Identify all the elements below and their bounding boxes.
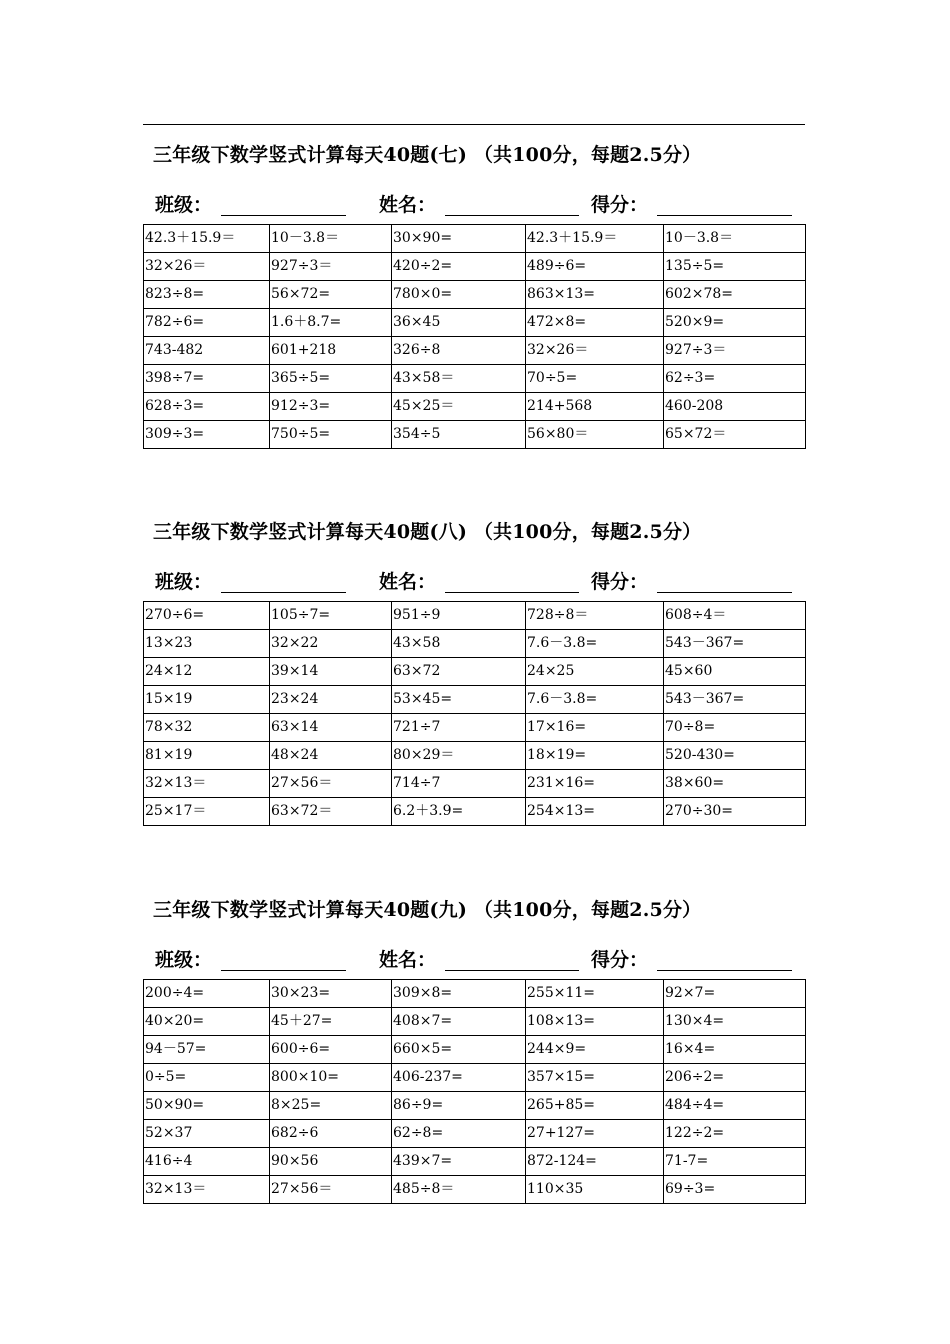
table-row: [144, 225, 806, 253]
problem-cell: 7.6－3.8=: [526, 686, 664, 714]
problem-cell: 45×25＝: [392, 393, 526, 421]
problem-cell: 10－3.8＝: [270, 225, 392, 253]
score-label: 得分：: [591, 194, 649, 216]
class-label: 班级：: [155, 194, 213, 216]
table-row: [144, 630, 806, 658]
problem-cell: 543－367=: [664, 630, 806, 658]
name-blank[interactable]: [445, 970, 579, 971]
student-info-row: [155, 190, 805, 220]
section-title: 三年级下数学竖式计算每天40题(九) （共100分，每题2.5分）: [153, 899, 702, 921]
problem-cell: 750÷5=: [270, 421, 392, 449]
problem-cell: 56×72=: [270, 281, 392, 309]
table-row: [144, 365, 806, 393]
table-row: [144, 1036, 806, 1064]
problem-cell: 86÷9=: [392, 1092, 526, 1120]
problem-cell: 823÷8=: [144, 281, 270, 309]
problem-cell: 81×19: [144, 742, 270, 770]
table-row: [144, 337, 806, 365]
problem-cell: 420÷2=: [392, 253, 526, 281]
problem-cell: 32×13＝: [144, 1176, 270, 1204]
class-label: 班级：: [155, 571, 213, 593]
table-row: [144, 1008, 806, 1036]
problem-table: [143, 224, 806, 449]
problem-cell: 439×7=: [392, 1148, 526, 1176]
table-row: [144, 658, 806, 686]
student-info-row: [155, 945, 805, 975]
score-label: 得分：: [591, 571, 649, 593]
problem-cell: 62÷8=: [392, 1120, 526, 1148]
problem-cell: 43×58: [392, 630, 526, 658]
table-row: [144, 1064, 806, 1092]
problem-cell: 32×22: [270, 630, 392, 658]
problem-cell: 244×9=: [526, 1036, 664, 1064]
problem-cell: 92×7=: [664, 980, 806, 1008]
problem-cell: 206÷2=: [664, 1064, 806, 1092]
problem-cell: 32×26＝: [144, 253, 270, 281]
table-row: [144, 281, 806, 309]
problem-cell: 7.6－3.8=: [526, 630, 664, 658]
problem-cell: 543－367=: [664, 686, 806, 714]
problem-cell: 105÷7=: [270, 602, 392, 630]
problem-cell: 27×56＝: [270, 770, 392, 798]
problem-cell: 782÷6=: [144, 309, 270, 337]
class-blank[interactable]: [221, 970, 346, 971]
problem-cell: 27+127=: [526, 1120, 664, 1148]
class-label: 班级：: [155, 949, 213, 971]
problem-cell: 43×58＝: [392, 365, 526, 393]
student-info-row: [155, 567, 805, 597]
problem-cell: 18×19=: [526, 742, 664, 770]
problem-cell: 45×60: [664, 658, 806, 686]
problem-cell: 214+568: [526, 393, 664, 421]
problem-cell: 70÷5=: [526, 365, 664, 393]
score-blank[interactable]: [657, 970, 792, 971]
problem-cell: 628÷3=: [144, 393, 270, 421]
problem-cell: 406-237=: [392, 1064, 526, 1092]
problem-cell: 32×26＝: [526, 337, 664, 365]
problem-cell: 398÷7=: [144, 365, 270, 393]
problem-cell: 484÷4=: [664, 1092, 806, 1120]
problem-cell: 255×11=: [526, 980, 664, 1008]
problem-cell: 108×13=: [526, 1008, 664, 1036]
class-blank[interactable]: [221, 592, 346, 593]
name-blank[interactable]: [445, 215, 579, 216]
name-blank[interactable]: [445, 592, 579, 593]
problem-cell: 63×72: [392, 658, 526, 686]
problem-cell: 24×25: [526, 658, 664, 686]
problem-cell: 78×32: [144, 714, 270, 742]
table-row: [144, 1176, 806, 1204]
problem-cell: 13×23: [144, 630, 270, 658]
table-row: [144, 686, 806, 714]
problem-cell: 912÷3=: [270, 393, 392, 421]
table-row: [144, 309, 806, 337]
problem-cell: 660×5=: [392, 1036, 526, 1064]
problem-cell: 602×78=: [664, 281, 806, 309]
problem-cell: 94－57=: [144, 1036, 270, 1064]
table-row: [144, 980, 806, 1008]
table-row: [144, 1120, 806, 1148]
problem-cell: 42.3＋15.9＝: [526, 225, 664, 253]
problem-cell: 460-208: [664, 393, 806, 421]
table-row: [144, 1092, 806, 1120]
table-row: [144, 602, 806, 630]
problem-cell: 32×13＝: [144, 770, 270, 798]
problem-cell: 80×29＝: [392, 742, 526, 770]
problem-cell: 53×45=: [392, 686, 526, 714]
table-row: [144, 393, 806, 421]
table-row: [144, 798, 806, 826]
problem-cell: 608÷4＝: [664, 602, 806, 630]
problem-cell: 36×45: [392, 309, 526, 337]
problem-cell: 0÷5=: [144, 1064, 270, 1092]
problem-cell: 70÷8=: [664, 714, 806, 742]
problem-cell: 56×80＝: [526, 421, 664, 449]
problem-cell: 254×13=: [526, 798, 664, 826]
problem-cell: 309×8=: [392, 980, 526, 1008]
problem-cell: 408×7=: [392, 1008, 526, 1036]
problem-cell: 200÷4=: [144, 980, 270, 1008]
problem-cell: 800×10=: [270, 1064, 392, 1092]
problem-cell: 780×0=: [392, 281, 526, 309]
problem-table: [143, 979, 806, 1204]
problem-cell: 65×72＝: [664, 421, 806, 449]
table-row: [144, 1148, 806, 1176]
problem-cell: 365÷5=: [270, 365, 392, 393]
problem-cell: 23×24: [270, 686, 392, 714]
problem-cell: 728÷8＝: [526, 602, 664, 630]
problem-cell: 951÷9: [392, 602, 526, 630]
problem-cell: 927÷3＝: [270, 253, 392, 281]
table-row: [144, 253, 806, 281]
problem-cell: 1.6＋8.7=: [270, 309, 392, 337]
score-blank[interactable]: [657, 215, 792, 216]
score-label: 得分：: [591, 949, 649, 971]
table-row: [144, 770, 806, 798]
problem-cell: 600÷6=: [270, 1036, 392, 1064]
problem-cell: 16×4=: [664, 1036, 806, 1064]
problem-cell: 927÷3＝: [664, 337, 806, 365]
problem-cell: 743-482: [144, 337, 270, 365]
problem-cell: 520×9=: [664, 309, 806, 337]
problem-cell: 63×14: [270, 714, 392, 742]
problem-cell: 30×23=: [270, 980, 392, 1008]
problem-cell: 485÷8＝: [392, 1176, 526, 1204]
table-row: [144, 421, 806, 449]
problem-cell: 24×12: [144, 658, 270, 686]
problem-cell: 520-430=: [664, 742, 806, 770]
problem-cell: 62÷3=: [664, 365, 806, 393]
problem-cell: 472×8=: [526, 309, 664, 337]
problem-cell: 130×4=: [664, 1008, 806, 1036]
problem-cell: 6.2＋3.9=: [392, 798, 526, 826]
problem-cell: 270÷6=: [144, 602, 270, 630]
problem-cell: 8×25=: [270, 1092, 392, 1120]
table-row: [144, 742, 806, 770]
problem-cell: 721÷7: [392, 714, 526, 742]
problem-cell: 354÷5: [392, 421, 526, 449]
problem-table: [143, 601, 806, 826]
class-blank[interactable]: [221, 215, 346, 216]
problem-cell: 39×14: [270, 658, 392, 686]
problem-cell: 326÷8: [392, 337, 526, 365]
problem-cell: 42.3＋15.9＝: [144, 225, 270, 253]
section-title: 三年级下数学竖式计算每天40题(八) （共100分，每题2.5分）: [153, 521, 702, 543]
problem-cell: 30×90=: [392, 225, 526, 253]
problem-cell: 50×90=: [144, 1092, 270, 1120]
problem-cell: 15×19: [144, 686, 270, 714]
problem-cell: 25×17＝: [144, 798, 270, 826]
problem-cell: 69÷3=: [664, 1176, 806, 1204]
score-blank[interactable]: [657, 592, 792, 593]
problem-cell: 17×16=: [526, 714, 664, 742]
problem-cell: 10－3.8＝: [664, 225, 806, 253]
name-label: 姓名：: [379, 194, 437, 216]
problem-cell: 27×56＝: [270, 1176, 392, 1204]
problem-cell: 265+85=: [526, 1092, 664, 1120]
problem-cell: 135÷5=: [664, 253, 806, 281]
problem-cell: 416÷4: [144, 1148, 270, 1176]
problem-cell: 489÷6=: [526, 253, 664, 281]
problem-cell: 357×15=: [526, 1064, 664, 1092]
problem-cell: 270÷30=: [664, 798, 806, 826]
problem-cell: 122÷2=: [664, 1120, 806, 1148]
problem-cell: 48×24: [270, 742, 392, 770]
problem-cell: 110×35: [526, 1176, 664, 1204]
problem-cell: 682÷6: [270, 1120, 392, 1148]
name-label: 姓名：: [379, 949, 437, 971]
top-divider: [143, 124, 805, 125]
problem-cell: 38×60=: [664, 770, 806, 798]
problem-cell: 863×13=: [526, 281, 664, 309]
problem-cell: 71-7=: [664, 1148, 806, 1176]
problem-cell: 309÷3=: [144, 421, 270, 449]
section-title: 三年级下数学竖式计算每天40题(七) （共100分，每题2.5分）: [153, 144, 702, 166]
problem-cell: 872-124=: [526, 1148, 664, 1176]
name-label: 姓名：: [379, 571, 437, 593]
problem-cell: 714÷7: [392, 770, 526, 798]
problem-cell: 52×37: [144, 1120, 270, 1148]
problem-cell: 45＋27=: [270, 1008, 392, 1036]
problem-cell: 63×72＝: [270, 798, 392, 826]
table-row: [144, 714, 806, 742]
problem-cell: 40×20=: [144, 1008, 270, 1036]
problem-cell: 90×56: [270, 1148, 392, 1176]
problem-cell: 601+218: [270, 337, 392, 365]
problem-cell: 231×16=: [526, 770, 664, 798]
